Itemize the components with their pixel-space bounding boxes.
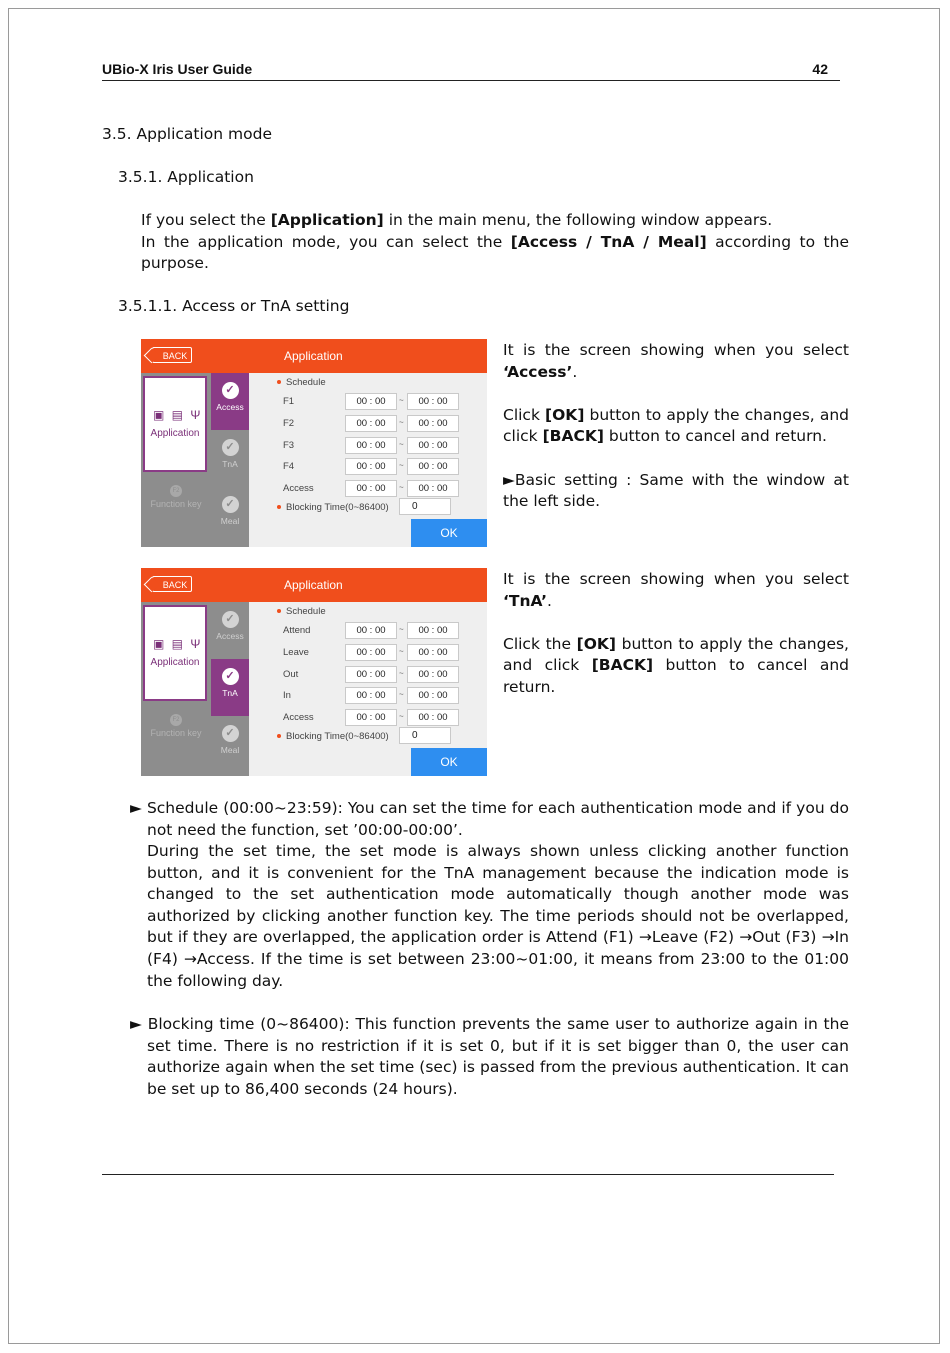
bullet-icon — [277, 734, 281, 738]
access-description — [503, 340, 849, 513]
schedule-row — [283, 415, 483, 433]
tna-mode-screenshot — [141, 568, 487, 776]
blocking-time-input[interactable]: 0 — [399, 727, 451, 744]
check-icon: ✓ — [222, 725, 239, 742]
side-menu — [141, 373, 249, 547]
schedule-detail-text: During the set time, the set mode is always shown unless clicking another function button, and it is convenient for the TnA management because the indication mode is changed to the set authentication mode automatically though another mode was authorized by clicking another function key. The time periods should not be overlapped, but if they are overlapped, the application order is Attend (F1) →Leave (F2) →Out (F3) →In (F4) →Access. If the time is set between 23:00~01:00, it means from 23:00 to the 01:00 the following day. — [147, 842, 849, 990]
range-separator: ~ — [399, 483, 404, 492]
end-time-field[interactable]: 00 : 00 — [407, 622, 459, 639]
subsection-heading: 3.5.1. Application — [118, 168, 254, 186]
mode-tna[interactable] — [211, 659, 249, 716]
schedule-label: Schedule — [277, 606, 326, 617]
intro-line-2: In the application mode, you can select the [Access / TnA / Meal] according to the purpose. — [141, 232, 849, 273]
start-time-field[interactable]: 00 : 00 — [345, 709, 397, 726]
range-separator: ~ — [399, 647, 404, 656]
schedule-row — [283, 709, 483, 727]
function-key-label: Function key — [150, 728, 202, 738]
start-time-field[interactable]: 00 : 00 — [345, 622, 397, 639]
schedule-row-label: Access — [283, 483, 314, 494]
end-time-field[interactable]: 00 : 00 — [407, 709, 459, 726]
access-mode-screenshot — [141, 339, 487, 547]
application-label: Application — [150, 657, 200, 668]
schedule-row-label: Leave — [283, 647, 309, 658]
end-time-field[interactable]: 00 : 00 — [407, 393, 459, 410]
range-separator: ~ — [399, 396, 404, 405]
blocking-note — [130, 1014, 849, 1100]
mode-meal[interactable] — [211, 716, 249, 773]
section-heading: 3.5. Application mode — [102, 125, 272, 143]
schedule-row-label: F4 — [283, 461, 295, 472]
access-desc-line-2: Click [OK] button to apply the changes, and click [BACK] button to cancel and return. — [503, 405, 849, 446]
page-number: 42 — [812, 61, 828, 77]
function-key-tile[interactable] — [145, 485, 207, 509]
schedule-row — [283, 480, 483, 498]
schedule-row — [283, 687, 483, 705]
schedule-row-label: In — [283, 690, 291, 701]
schedule-row — [283, 458, 483, 476]
mode-access[interactable] — [211, 373, 249, 430]
schedule-note — [130, 798, 849, 841]
application-icons: ▣ ▤ Ψ — [153, 408, 203, 422]
end-time-field[interactable]: 00 : 00 — [407, 687, 459, 704]
check-icon: ✓ — [222, 496, 239, 513]
schedule-row-label: F3 — [283, 440, 295, 451]
access-desc-line-3: ►Basic setting : Same with the window at the left side. — [503, 470, 849, 511]
function-key-label: Function key — [150, 499, 202, 509]
blocking-time-label: Blocking Time(0~86400) — [277, 502, 389, 513]
blocking-time-input[interactable]: 0 — [399, 498, 451, 515]
bullet-icon — [277, 505, 281, 509]
check-icon: ✓ — [222, 668, 239, 685]
schedule-row — [283, 437, 483, 455]
subsubsection-heading: 3.5.1.1. Access or TnA setting — [118, 297, 350, 315]
start-time-field[interactable]: 00 : 00 — [345, 687, 397, 704]
mode-meal-label: Meal — [220, 516, 240, 526]
start-time-field[interactable]: 00 : 00 — [345, 437, 397, 454]
back-button[interactable]: BACK — [152, 576, 192, 592]
blocking-note-text: ► Blocking time (0~86400): This function prevents the same user to authorize again in the set time. There is no restriction if it is set 0, but if it is set bigger than 0, the user can authorize again when the set time (sec) is passed from the previous authentication. It can be set up to 86,400 seconds (24 hours). — [130, 1015, 849, 1098]
ok-button[interactable]: OK — [411, 748, 487, 776]
range-separator: ~ — [399, 712, 404, 721]
start-time-field[interactable]: 00 : 00 — [345, 415, 397, 432]
range-separator: ~ — [399, 625, 404, 634]
application-tile[interactable] — [143, 376, 207, 472]
footer-rule — [102, 1174, 834, 1175]
mode-meal-label: Meal — [220, 745, 240, 755]
schedule-row — [283, 644, 483, 662]
mode-tna-label: TnA — [222, 688, 238, 698]
access-desc-line-1: It is the screen showing when you select ‘Access’. — [503, 341, 849, 381]
mode-access-label: Access — [216, 402, 244, 412]
end-time-field[interactable]: 00 : 00 — [407, 437, 459, 454]
schedule-row-label: F1 — [283, 396, 295, 407]
start-time-field[interactable]: 00 : 00 — [345, 666, 397, 683]
start-time-field[interactable]: 00 : 00 — [345, 644, 397, 661]
function-key-tile[interactable] — [145, 714, 207, 738]
schedule-label: Schedule — [277, 377, 326, 388]
start-time-field[interactable]: 00 : 00 — [345, 393, 397, 410]
bullet-icon — [277, 380, 281, 384]
end-time-field[interactable]: 00 : 00 — [407, 644, 459, 661]
schedule-row — [283, 622, 483, 640]
range-separator: ~ — [399, 440, 404, 449]
check-icon: ✓ — [222, 382, 239, 399]
end-time-field[interactable]: 00 : 00 — [407, 666, 459, 683]
intro-line-1: If you select the [Application] in the main menu, the following window appears. — [141, 211, 773, 229]
schedule-detail — [147, 841, 849, 992]
schedule-row-label: F2 — [283, 418, 295, 429]
mode-meal[interactable] — [211, 487, 249, 544]
check-icon: ✓ — [222, 611, 239, 628]
schedule-row — [283, 666, 483, 684]
screen-title: Application — [284, 349, 343, 363]
range-separator: ~ — [399, 461, 404, 470]
mode-tna-label: TnA — [222, 459, 238, 469]
schedule-row-label: Attend — [283, 625, 311, 636]
end-time-field[interactable]: 00 : 00 — [407, 415, 459, 432]
tna-desc-line-2: Click the [OK] button to apply the changes, and click [BACK] button to cancel and return. — [503, 634, 849, 696]
blocking-time-label: Blocking Time(0~86400) — [277, 731, 389, 742]
mode-access-label: Access — [216, 631, 244, 641]
tna-desc-line-1: It is the screen showing when you select ‘TnA’. — [503, 570, 849, 610]
function-key-badge: F2 — [170, 485, 182, 497]
start-time-field[interactable]: 00 : 00 — [345, 458, 397, 475]
function-key-badge: F2 — [170, 714, 182, 726]
range-separator: ~ — [399, 690, 404, 699]
end-time-field[interactable]: 00 : 00 — [407, 458, 459, 475]
intro-paragraph — [141, 210, 849, 275]
range-separator: ~ — [399, 418, 404, 427]
schedule-row-label: Out — [283, 669, 299, 680]
schedule-row — [283, 393, 483, 411]
side-menu — [141, 602, 249, 776]
schedule-row-label: Access — [283, 712, 314, 723]
document-title: UBio-X Iris User Guide — [102, 61, 253, 77]
check-icon: ✓ — [222, 439, 239, 456]
tna-description — [503, 569, 849, 699]
range-separator: ~ — [399, 669, 404, 678]
schedule-note-text: ► Schedule (00:00~23:59): You can set the time for each authentication mode and if you do not need the function, set ’00:00-00:00’. — [130, 799, 849, 839]
screen-title: Application — [284, 578, 343, 592]
start-time-field[interactable]: 00 : 00 — [345, 480, 397, 497]
bullet-icon — [277, 609, 281, 613]
ok-button[interactable]: OK — [411, 519, 487, 547]
application-tile[interactable] — [143, 605, 207, 701]
page-header — [102, 60, 840, 81]
mode-access[interactable] — [211, 602, 249, 659]
application-label: Application — [150, 428, 200, 439]
end-time-field[interactable]: 00 : 00 — [407, 480, 459, 497]
back-button[interactable]: BACK — [152, 347, 192, 363]
mode-tna[interactable] — [211, 430, 249, 487]
application-icons: ▣ ▤ Ψ — [153, 637, 203, 651]
